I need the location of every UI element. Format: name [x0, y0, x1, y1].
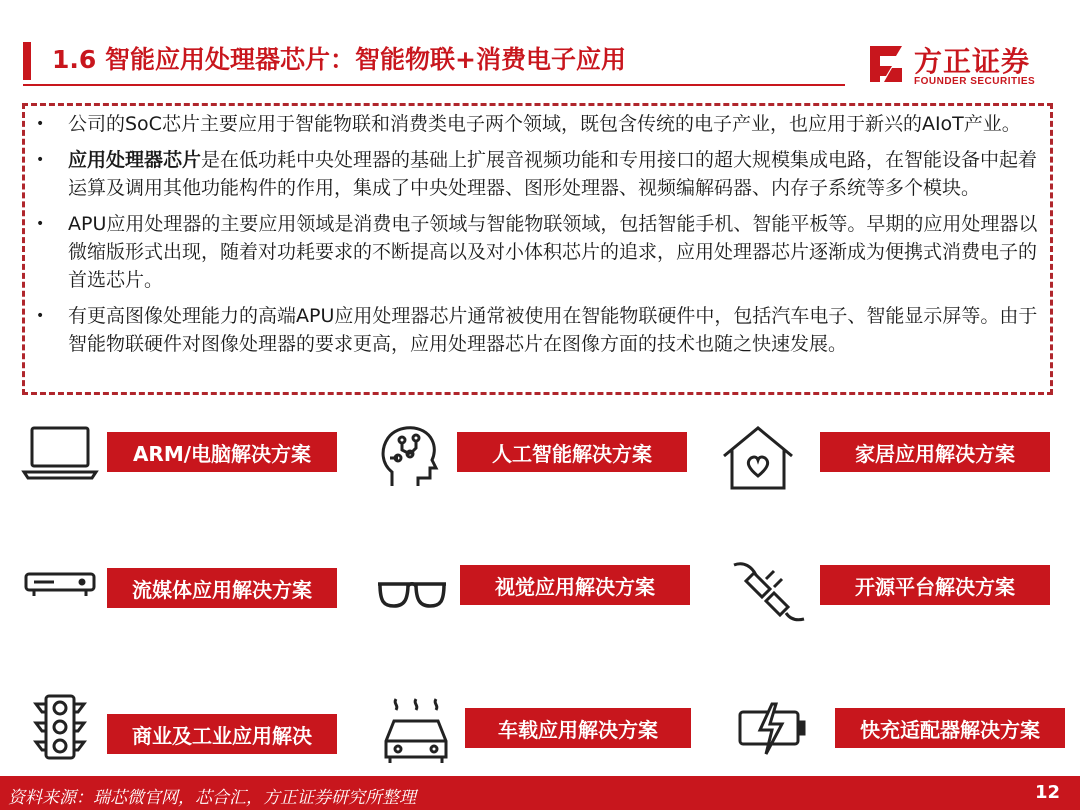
logo-english-name: FOUNDER SECURITIES	[914, 76, 1036, 87]
home-heart-icon	[718, 422, 798, 492]
solution-ai: 人工智能解决方案	[457, 432, 687, 472]
title-accent-bar	[23, 42, 31, 80]
bullet-text: 是在低功耗中央处理器的基础上扩展音视频功能和专用接口的超大规模集成电路，在智能设备中起着运算及调用其他功能构件的作用，集成了中央处理器、图形处理器、视频编解码器、内存子系统等多个模块。	[68, 149, 1038, 199]
solution-home: 家居应用解决方案	[820, 432, 1050, 472]
bullet-dot: •	[36, 308, 45, 324]
solution-open-source: 开源平台解决方案	[820, 565, 1050, 605]
solution-fast-charger: 快充适配器解决方案	[835, 708, 1065, 748]
logo-chinese-name: 方正证券	[914, 45, 1031, 78]
plug-icon	[730, 555, 810, 625]
company-logo	[862, 38, 1052, 94]
bullet-bold-term: 应用处理器芯片	[68, 149, 202, 171]
ai-head-icon	[370, 420, 450, 490]
laptop-icon	[20, 418, 100, 488]
bullet-dot: •	[36, 216, 45, 232]
list-item	[30, 146, 1050, 202]
bullet-dot: •	[36, 152, 45, 168]
bullet-text: 公司的SoC芯片主要应用于智能物联和消费类电子两个领域，既包含传统的电子产业，也应用于新兴的AIoT产业。	[68, 113, 1021, 135]
bullet-text: 有更高图像处理能力的高端APU应用处理器芯片通常被使用在智能物联硬件中，包括汽车电子、智能显示屏等。由于智能物联硬件对图像处理器的要求更高，应用处理器芯片在图像方面的技术也随之快速发展。	[68, 305, 1038, 355]
car-icon	[376, 695, 456, 765]
solution-vision: 视觉应用解决方案	[460, 565, 690, 605]
solution-commercial-industrial: 商业及工业应用解决	[107, 714, 337, 754]
list-item	[30, 302, 1050, 358]
page-title: 1.6 智能应用处理器芯片：智能物联+消费电子应用	[52, 45, 626, 74]
battery-charge-icon	[732, 694, 812, 764]
glasses-icon	[372, 556, 452, 626]
list-item	[30, 110, 1050, 138]
bullet-dot: •	[36, 116, 45, 132]
solution-automotive: 车载应用解决方案	[465, 708, 691, 748]
traffic-light-icon	[20, 692, 100, 762]
title-divider	[23, 84, 845, 86]
bullet-text: APU应用处理器的主要应用领域是消费电子领域与智能物联领域，包括智能手机、智能平板等。早期的应用处理器以微缩版形式出现，随着对功耗要求的不断提高以及对小体积芯片的追求，应用处理器芯片逐渐成为便携式消费电子的首选芯片。	[68, 213, 1038, 291]
solution-arm-pc: ARM/电脑解决方案	[107, 432, 337, 472]
solution-streaming: 流媒体应用解决方案	[107, 568, 337, 608]
summary-bullets	[30, 110, 1050, 366]
list-item	[30, 210, 1050, 294]
source-note: 资料来源：瑞芯微官网，芯合汇，方正证券研究所整理	[8, 788, 416, 808]
page-number: 12	[1034, 782, 1060, 803]
set-top-box-icon	[20, 552, 100, 622]
founder-logo-icon	[862, 42, 906, 86]
